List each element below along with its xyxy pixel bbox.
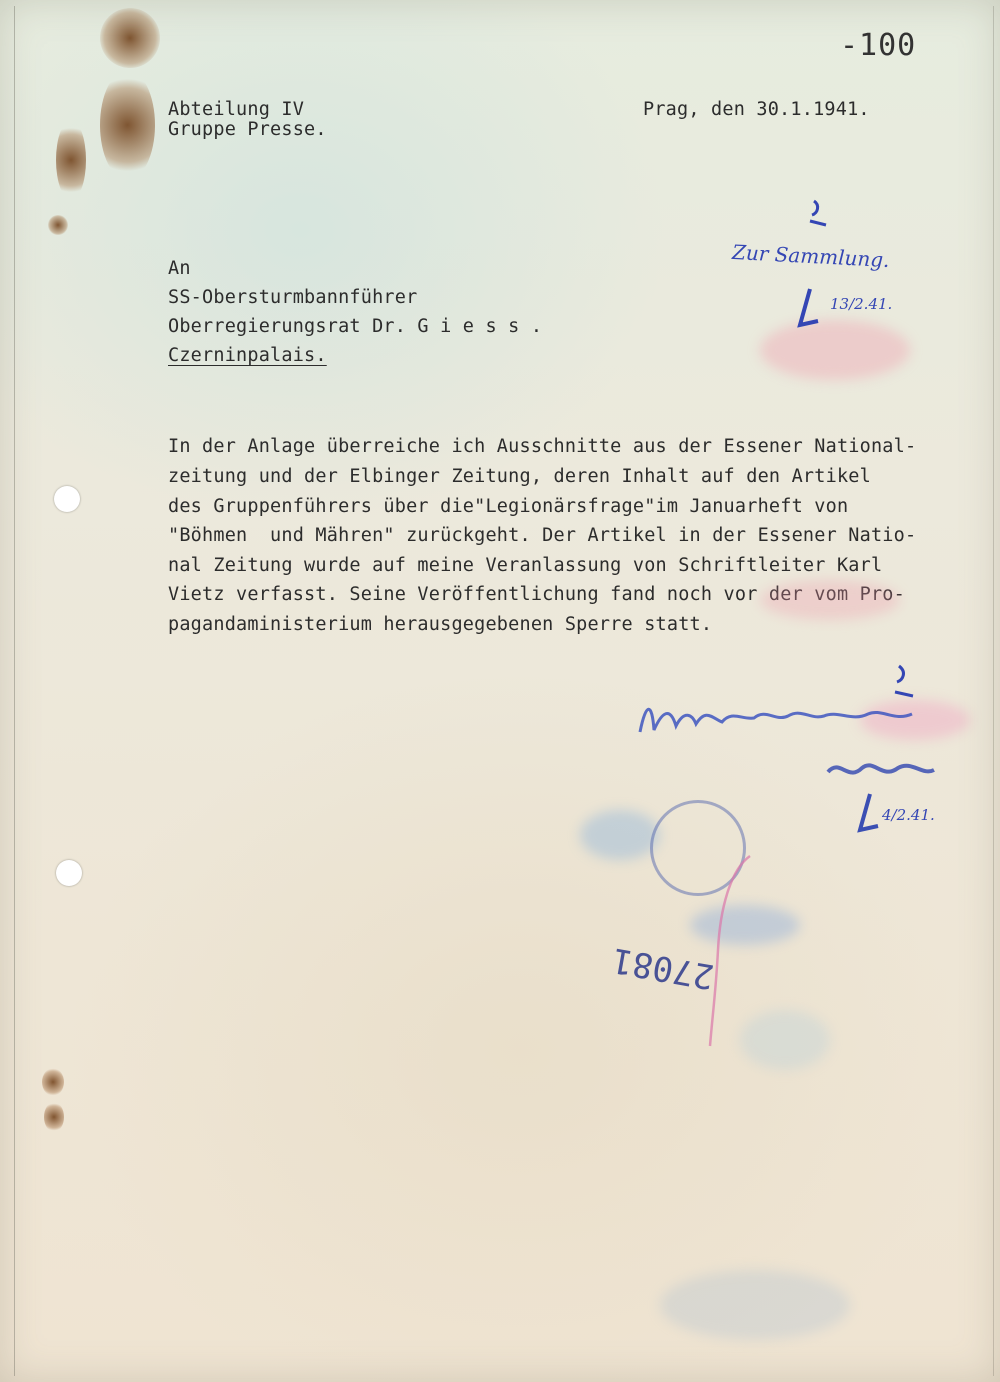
blue-smudge: [580, 810, 660, 860]
signature-scrawl: [632, 692, 932, 752]
handwritten-mark-top: [800, 195, 840, 235]
pink-pencil-mark: [690, 850, 770, 1050]
rust-stain: [100, 8, 160, 68]
pink-smudge: [760, 320, 910, 380]
note-date-lower: 4/2.41.: [882, 806, 935, 824]
department-line: Abteilung IV: [168, 99, 305, 120]
note-zur-sammlung: Zur Sammlung.: [731, 239, 891, 273]
punch-hole: [54, 486, 80, 512]
body-line-7: pagandaministerium herausgegebenen Sperre statt.: [168, 614, 713, 635]
place-date: Prag, den 30.1.1941.: [643, 99, 870, 120]
folio-number: -100: [840, 28, 917, 63]
body-line-4: "Böhmen und Mähren" zurückgeht. Der Artikel in der Essener Natio-: [168, 525, 917, 546]
paper-border: [14, 6, 994, 1376]
recipient-location: Czerninpalais.: [168, 345, 327, 366]
body-line-2: zeitung und der Elbinger Zeitung, deren Inhalt auf den Artikel: [168, 466, 871, 487]
grey-smudge: [660, 1270, 850, 1340]
note-date-top: 13/2.41.: [830, 295, 893, 313]
rust-stain: [44, 1102, 64, 1132]
pink-smudge: [760, 580, 900, 620]
recipient-name: Oberregierungsrat Dr. G i e s s .: [168, 316, 543, 337]
body-line-5: nal Zeitung wurde auf meine Veranlassung von Schriftleiter Karl: [168, 555, 883, 576]
rust-stain: [42, 1068, 64, 1096]
initial-stroke: [790, 285, 830, 335]
rust-stain: [100, 70, 155, 180]
recipient-rank: SS-Obersturmbannführer: [168, 287, 418, 308]
body-line-3: des Gruppenführers über die"Legionärsfrage"im Januarheft von: [168, 496, 849, 517]
registry-number-stamp: 27081: [609, 939, 718, 997]
group-line: Gruppe Presse.: [168, 119, 327, 140]
rust-stain: [56, 120, 86, 200]
body-line-1: In der Anlage überreiche ich Ausschnitte aus der Essener National-: [168, 436, 917, 457]
body-line-6: Vietz verfasst. Seine Veröffentlichung fand noch vor der vom Pro-: [168, 584, 905, 605]
punch-hole: [56, 860, 82, 886]
recipient-to: An: [168, 258, 191, 279]
paraph-scrawl: [822, 752, 942, 792]
rust-stain: [48, 215, 68, 235]
